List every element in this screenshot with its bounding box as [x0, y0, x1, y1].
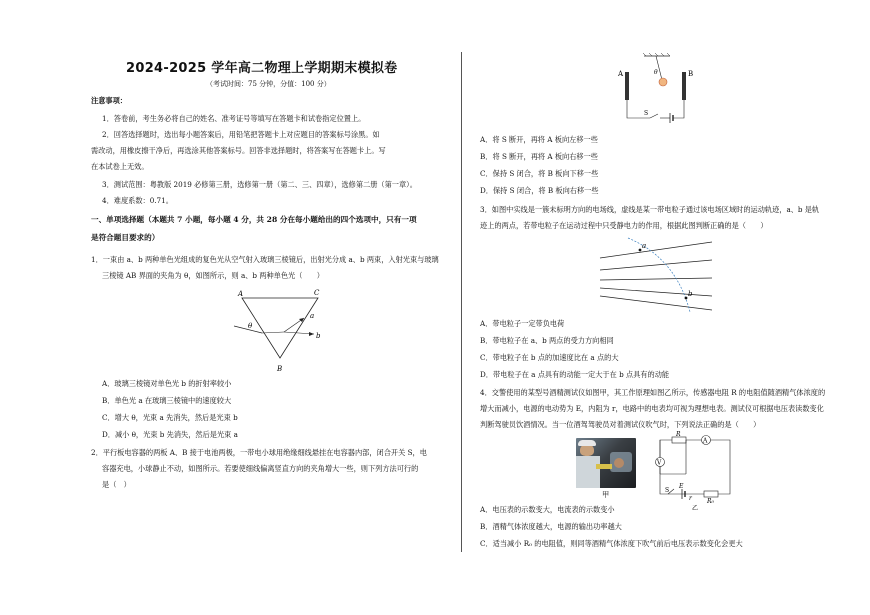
- circuit-switch-label: S: [665, 487, 670, 494]
- point-b-label: b: [688, 290, 693, 298]
- voltmeter-label: V: [657, 459, 662, 467]
- switch-label: S: [644, 110, 649, 117]
- page-title: 2024-2025 学年高二物理上学期期末模拟卷: [126, 61, 398, 76]
- q1-option-a: A．玻璃三棱镜对单色光 b 的折射率较小: [102, 379, 232, 388]
- q1-option-d: D．减小 θ，光束 b 先消失，然后是光束 a: [102, 430, 238, 439]
- section-1-heading: 一、单项选择题（本题共 7 小题，每小题 4 分，共 28 分在每小题给出的四个选项中，只有一项: [91, 215, 417, 224]
- q3-stem-1: 3．如图中实线是一簇未标明方向的电场线，虚线是某一带电粒子通过该电场区域时的运动轨迹，a、b 是轨: [480, 205, 820, 214]
- q4-stem-3: 判断驾驶员饮酒情况。当一位酒驾驾驶员对着测试仪吹气时，下列说法正确的是（ ）: [480, 420, 761, 429]
- photo-caption: 甲: [602, 490, 610, 499]
- theta-label: θ: [248, 322, 253, 330]
- point-a-label: a: [642, 242, 647, 250]
- plate-b-label: B: [688, 70, 694, 78]
- q2-option-d: D．保持 S 闭合，将 B 板向右移一些: [480, 186, 599, 195]
- exam-info: （考试时间：75 分钟，分值：100 分）: [206, 80, 331, 88]
- angle-label: θ: [654, 69, 658, 76]
- circuit-caption: 乙: [692, 505, 699, 512]
- note-4: 4．难度系数：0.71。: [102, 196, 173, 205]
- note-2b: 需改动，用橡皮擦干净后，再选涂其他答案标号。回答非选择题时，将答案写在答题卡上。写: [91, 146, 386, 155]
- prism-label-b-vertex: B: [277, 365, 283, 373]
- prism-label-c-vertex: C: [314, 289, 320, 297]
- plate-a-label: A: [618, 70, 624, 78]
- note-2a: 2．回答选择题时，选出每小题答案后，用铅笔把答题卡上对应题目的答案标号涂黑。如: [102, 130, 380, 139]
- note-3: 3．测试范围：粤教版 2019 必修第三册，选修第一册（第二、三、四章），选修第二册（第一章）。: [102, 180, 417, 189]
- breathalyzer-photo: [576, 438, 636, 488]
- q1-stem-1: 1．一束由 a、b 两种单色光组成的复色光从空气射入玻璃三棱镜后，出射光分成 a、b 两束，入射光束与玻璃: [91, 255, 439, 264]
- capacitor-figure: [610, 52, 710, 132]
- q3-option-b: B．带电粒子在 a、b 两点的受力方向相同: [480, 336, 614, 345]
- q1-stem-2: 三棱镜 AB 界面的夹角为 θ，如图所示，则 a、b 两种单色光（ ）: [102, 271, 324, 280]
- prism-label-a-vertex: A: [238, 290, 244, 298]
- q2-stem-3: 是（ ）: [102, 480, 131, 489]
- q4-option-c: C．适当减小 R₀ 的电阻值，则同等酒精气体浓度下吹气前后电压表示数变化会更大: [480, 539, 743, 548]
- column-divider: [461, 52, 462, 552]
- ammeter-label: A: [703, 437, 708, 445]
- ray-b-label: b: [316, 332, 321, 340]
- q3-stem-2: 迹上的两点，若带电粒子在运动过程中只受静电力的作用，根据此图判断正确的是（ ）: [480, 221, 768, 230]
- q1-option-c: C．增大 θ，光束 a 先消失，然后是光束 b: [102, 413, 238, 422]
- note-2c: 在本试卷上无效。: [91, 162, 149, 171]
- emf-label: E: [679, 483, 684, 490]
- q4-option-a: A．电压表的示数变大，电流表的示数变小: [480, 505, 615, 514]
- q3-option-a: A．带电粒子一定带负电荷: [480, 319, 565, 328]
- internal-r-label: r: [689, 495, 692, 502]
- q1-option-b: B．单色光 a 在玻璃三棱镜中的速度较大: [102, 396, 232, 405]
- q3-option-c: C．带电粒子在 b 点的加速度比在 a 点的大: [480, 353, 619, 362]
- q2-stem-1: 2．平行板电容器的两板 A、B 接于电池两极，一带电小球用绝缘细线悬挂在电容器内部，闭合开关 S，电: [91, 448, 427, 457]
- q3-option-d: D．带电粒子在 a 点具有的动能一定大于在 b 点具有的动能: [480, 370, 670, 379]
- q2-option-a: A．将 S 断开，再将 A 板向左移一些: [480, 135, 598, 144]
- q4-stem-1: 4．交警使用的某型号酒精测试仪如图甲，其工作原理如图乙所示，传感器电阻 R 的电阻值随酒精气体浓度的: [480, 388, 826, 397]
- circuit-r-label: R: [676, 431, 681, 438]
- q2-option-c: C．保持 S 闭合，将 B 板向下移一些: [480, 169, 599, 178]
- circuit-figure: [646, 431, 742, 512]
- prism-figure: [226, 288, 336, 374]
- q4-option-b: B．酒精气体浓度越大，电源的输出功率越大: [480, 522, 622, 531]
- q2-option-b: B．将 S 断开，再将 A 板向右移一些: [480, 152, 598, 161]
- q2-stem-2: 容器充电，小球静止不动，如图所示。若要使细线偏离竖直方向的夹角增大一些，则下列方法可行的: [102, 464, 419, 473]
- notes-heading: 注意事项：: [91, 96, 127, 105]
- field-lines-figure: [598, 236, 718, 312]
- r0-label: R₀: [707, 498, 714, 505]
- section-1-heading-cont: 是符合题目要求的）: [91, 233, 160, 242]
- note-1: 1．答卷前，考生务必将自己的姓名、准考证号等填写在答题卡和试卷指定位置上。: [102, 114, 366, 123]
- ray-a-label: a: [310, 312, 315, 320]
- q4-stem-2: 增大而减小，电源的电动势为 E，内阻为 r，电路中的电表均可视为理想电表。测试仪可根据电压表读数变化: [480, 404, 824, 413]
